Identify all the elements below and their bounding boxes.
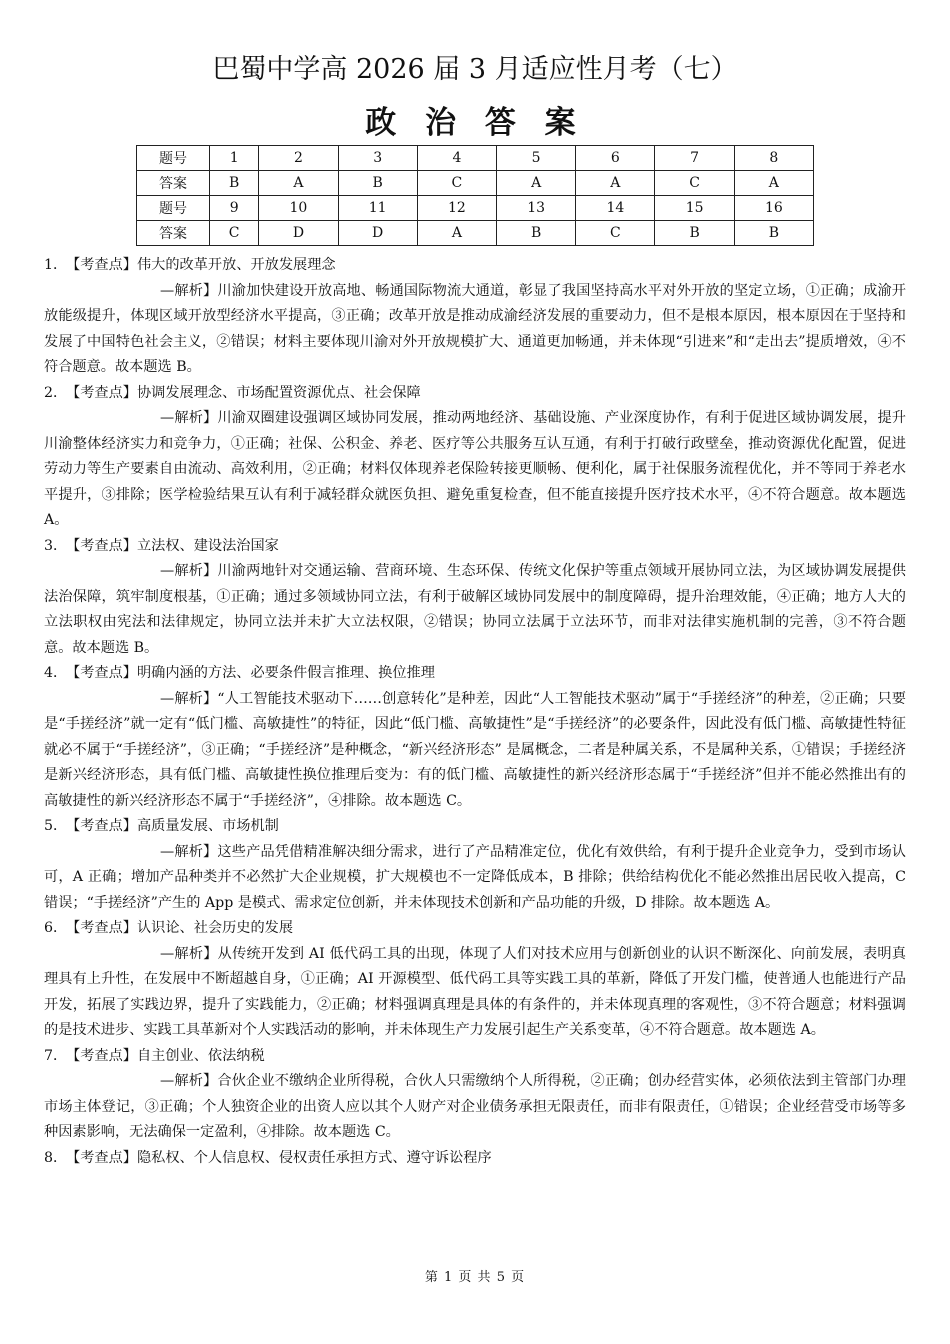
answer-table-row bbox=[137, 171, 814, 196]
answer-table-cell: B bbox=[210, 171, 259, 196]
answer-table-cell: C bbox=[576, 221, 655, 246]
question-header bbox=[44, 1044, 906, 1070]
kaochadian-label: 【考查点】 bbox=[66, 1047, 137, 1064]
answer-table-cell: B bbox=[497, 221, 576, 246]
answer-table-cell: 13 bbox=[497, 196, 576, 221]
question-header bbox=[44, 814, 906, 840]
question-item bbox=[44, 1146, 906, 1172]
answer-table-cell: 11 bbox=[338, 196, 417, 221]
question-number: 8． bbox=[44, 1149, 68, 1166]
question-header bbox=[44, 1146, 906, 1172]
question-number: 4． bbox=[44, 665, 68, 681]
answer-table-cell: 4 bbox=[417, 146, 496, 171]
answer-table-cell: 14 bbox=[576, 196, 655, 221]
answer-table-cell: A bbox=[259, 171, 338, 196]
answer-table-cell: 2 bbox=[259, 146, 338, 171]
kaochadian-label: 【考查点】 bbox=[66, 257, 137, 273]
answer-table-cell: C bbox=[417, 171, 496, 196]
answer-table-row-header: 题号 bbox=[137, 146, 210, 171]
answer-table-cell: A bbox=[576, 171, 655, 196]
question-analysis: —解析】川渝加快建设开放高地、畅通国际物流大通道，彰显了我国坚持高水平对外开放的坚定立场，①正确；成渝开放能级提升，体现区域开放型经济水平提高，③正确；改革开放是推动成渝经济发展的重要动力，但不是根本原因，根本原因在于坚持和发展了中国特色社会主义，②错误；材料主要体现川渝对外开放规模扩大、通道更加畅通，并未体现“引进来”和“走出去”提质增效，④不符合题意。故本题选 B。 bbox=[44, 282, 906, 375]
question-header bbox=[44, 253, 906, 279]
answer-table-row-header: 答案 bbox=[137, 221, 210, 246]
answer-table-cell: D bbox=[338, 221, 417, 246]
page-title: 巴蜀中学高 2026 届 3 月适应性月考（七） bbox=[212, 54, 738, 85]
answer-table-cell: C bbox=[210, 221, 259, 246]
answer-table-cell: 7 bbox=[655, 146, 734, 171]
question-topic: 认识论、社会历史的发展 bbox=[136, 920, 294, 936]
answer-table-cell: A bbox=[497, 171, 576, 196]
question-analysis: —解析】川渝双圈建设强调区域协同发展，推动两地经济、基础设施、产业深度协作，有利于促进区域协调发展，提升川渝整体经济实力和竞争力，①正确；社保、公积金、养老、医疗等公共服务互认互通，有利于打破行政壁垒，推动资源优化配置，促进劳动力等生产要素自由流动、高效利用，②正确；材料仅体现养老保险转接更顺畅、便利化，属于社保服务流程优化，并不等同于养老水平提升，③排除；医学检验结果互认有利于减轻群众就医负担、避免重复检查，但不能直接提升医疗技术水平，④不符合题意。故本题选 A。 bbox=[44, 410, 906, 528]
question-item bbox=[44, 1044, 906, 1146]
answer-table-cell: 3 bbox=[338, 146, 417, 171]
question-topic: 立法权、建设法治国家 bbox=[136, 537, 279, 554]
answer-table-cell: 10 bbox=[259, 196, 338, 221]
answer-table-cell: 16 bbox=[734, 196, 813, 221]
question-item bbox=[44, 381, 906, 534]
answer-table-row bbox=[137, 196, 814, 221]
answer-table-cell: 5 bbox=[497, 146, 576, 171]
question-topic: 自主创业、依法纳税 bbox=[136, 1047, 265, 1064]
kaochadian-label: 【考查点】 bbox=[66, 384, 137, 401]
answer-table-cell: 1 bbox=[210, 146, 259, 171]
question-item bbox=[44, 814, 906, 916]
question-topic: 隐私权、个人信息权、侵权责任承担方式、遵守诉讼程序 bbox=[136, 1149, 492, 1166]
answer-table-cell: 15 bbox=[655, 196, 734, 221]
question-header bbox=[44, 916, 906, 942]
answer-explanations bbox=[44, 253, 906, 1171]
question-topic: 高质量发展、市场机制 bbox=[136, 818, 279, 834]
answer-table-cell: A bbox=[417, 221, 496, 246]
question-header bbox=[44, 534, 906, 560]
question-item bbox=[44, 534, 906, 662]
page-footer: 第 1 页 共 5 页 bbox=[424, 1270, 526, 1285]
question-item bbox=[44, 253, 906, 381]
answer-table-cell: B bbox=[655, 221, 734, 246]
question-topic: 协调发展理念、市场配置资源优点、社会保障 bbox=[136, 384, 421, 401]
kaochadian-label: 【考查点】 bbox=[66, 1149, 137, 1166]
question-analysis: —解析】“人工智能技术驱动下……创意转化”是种差，因此“人工智能技术驱动”属于“手搓经济”的种差，②正确；只要是“手搓经济”就一定有“低门槛、高敏捷性”的特征，因此“低门槛、高敏捷性”是“手搓经济”的必要条件，因此没有低门槛、高敏捷性特征就必不属于“手搓经济”，③正确；“手搓经济”是种概念，“新兴经济形态” 是属概念，二者是种属关系，不是属种关系，①错误；手搓经济是新兴经济形态，具有低门槛、高敏捷性换位推理后变为：有的低门槛、高敏捷性的新兴经济形态属于“手搓经济”但并不能必然推出有的高敏捷性的新兴经济形态不属于“手搓经济”，④排除。故本题选 C。 bbox=[44, 690, 906, 809]
question-topic: 明确内涵的方法、必要条件假言推理、换位推理 bbox=[136, 665, 435, 681]
answer-table-cell: 12 bbox=[417, 196, 496, 221]
answer-table-row-header: 答案 bbox=[137, 171, 210, 196]
question-analysis: —解析】合伙企业不缴纳企业所得税，合伙人只需缴纳个人所得税，②正确；创办经营实体，必须依法到主管部门办理市场主体登记，③正确；个人独资企业的出资人应以其个人财产对企业债务承担无限责任，而非有限责任，①错误；企业经营受市场等多种因素影响，无法确保一定盈利，④排除。故本题选 C。 bbox=[44, 1073, 906, 1140]
question-number: 6． bbox=[44, 920, 68, 936]
question-analysis: —解析】川渝两地针对交通运输、营商环境、生态环保、传统文化保护等重点领域开展协同立法，为区域协调发展提供法治保障，筑牢制度根基，①正确；通过多领域协同立法，有利于破解区域协同发展中的制度障碍，提升治理效能，④正确；地方人大的立法职权由宪法和法律规定，协同立法并未扩大立法权限，②错误；协同立法属于立法环节，而非对法律实施机制的完善，③不符合题意。故本题选 B。 bbox=[44, 563, 906, 656]
answer-table-cell: C bbox=[655, 171, 734, 196]
answer-table-row-header: 题号 bbox=[137, 196, 210, 221]
kaochadian-label: 【考查点】 bbox=[66, 818, 137, 834]
answer-table-cell: 8 bbox=[734, 146, 813, 171]
answer-table-cell: B bbox=[734, 221, 813, 246]
question-header bbox=[44, 381, 906, 407]
question-item bbox=[44, 916, 906, 1044]
question-number: 2． bbox=[44, 384, 68, 401]
question-analysis: —解析】从传统开发到 AI 低代码工具的出现，体现了人们对技术应用与创新创业的认识不断深化、向前发展，表明真理具有上升性，在发展中不断超越自身，①正确；AI 开源模型、低代码工具等实践工具的革新，降低了开发门槛，使普通人也能进行产品开发，拓展了实践边界，提升了实践能力，②正确；材料强调真理是具体的有条件的，并未体现真理的客观性，③不符合题意；材料强调的是技术进步、实践工具革新对个人实践活动的影响，并未体现生产力发展引起生产关系变革，④不符合题意。故本题选 A。 bbox=[44, 945, 906, 1038]
answer-table-cell: 9 bbox=[210, 196, 259, 221]
question-number: 1． bbox=[44, 257, 68, 273]
question-number: 5． bbox=[44, 818, 68, 834]
page-subtitle: 政 治 答 案 bbox=[365, 105, 585, 141]
answer-table-cell: D bbox=[259, 221, 338, 246]
answer-table-row bbox=[137, 146, 814, 171]
kaochadian-label: 【考查点】 bbox=[66, 537, 137, 554]
question-number: 3． bbox=[44, 537, 68, 554]
answer-table-cell: B bbox=[338, 171, 417, 196]
question-number: 7． bbox=[44, 1047, 68, 1064]
kaochadian-label: 【考查点】 bbox=[66, 920, 137, 936]
kaochadian-label: 【考查点】 bbox=[66, 665, 137, 681]
answer-table-cell: A bbox=[734, 171, 813, 196]
answer-table-cell: 6 bbox=[576, 146, 655, 171]
answer-table bbox=[136, 145, 814, 246]
question-item bbox=[44, 661, 906, 814]
answer-table-row bbox=[137, 221, 814, 246]
question-header bbox=[44, 661, 906, 687]
question-analysis: —解析】这些产品凭借精准解决细分需求，进行了产品精准定位，优化有效供给，有利于提升企业竞争力，受到市场认可，A 正确；增加产品种类并不必然扩大企业规模，扩大规模也不一定降低成本，B 排除；供给结构优化不能必然推出居民收入提高，C 错误；“手搓经济”产生的 App 是模式、需求定位创新，并未体现技术创新和产品功能的升级，D 排除。故本题选 A。 bbox=[44, 843, 906, 911]
question-topic: 伟大的改革开放、开放发展理念 bbox=[136, 257, 336, 273]
